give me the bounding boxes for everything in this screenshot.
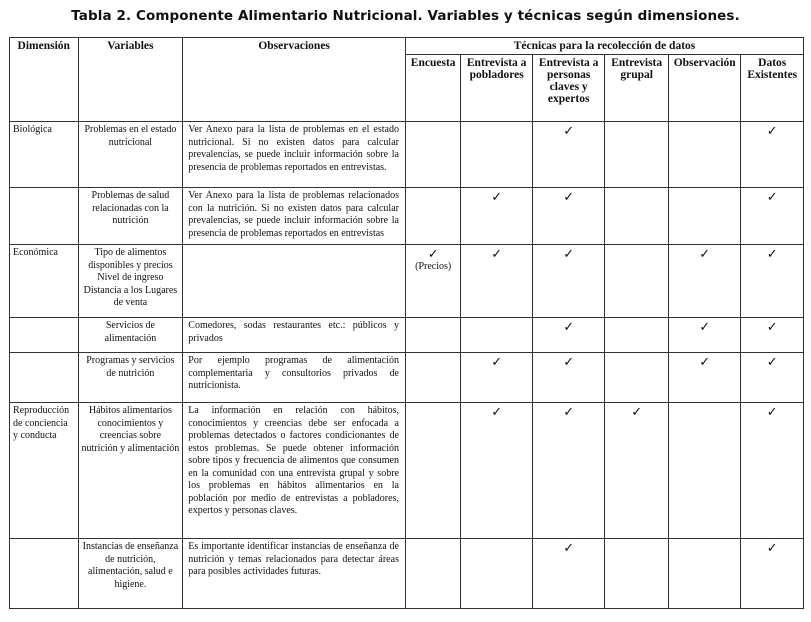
check-mark-icon: ✓	[766, 540, 778, 555]
cell-encuesta	[405, 188, 460, 245]
cell-entrevista-expertos	[532, 188, 605, 245]
header-observacion: Observación	[668, 55, 741, 122]
table-title: Tabla 2. Componente Alimentario Nutricional. Variables y técnicas según dimensiones.	[71, 8, 740, 24]
cell-observaciones: La información en relación con hábitos, conocimientos y creencias debe ser enfocada a problemas detectados o factores condicionantes de estos problemas. Se puede obtener información sobre tipos y frecuencia de alimentos que consumen en la comunidad con una entrevista grupal y sobre los problemas en hábitos alimentarios en la población por medio de entrevistas a pobladores, expertos y personas claves.	[183, 403, 406, 539]
check-mark-icon: ✓	[491, 189, 503, 204]
cell-variable: Programas y servicios de nutrición	[78, 353, 183, 403]
cell-datos-existentes	[741, 403, 804, 539]
check-mark-icon: ✓	[766, 189, 778, 204]
cell-datos-existentes	[741, 353, 804, 403]
cell-entrevista-grupal	[605, 245, 668, 318]
cell-encuesta	[405, 122, 460, 188]
cell-entrevista-grupal	[605, 122, 668, 188]
check-mark-icon: ✓	[699, 354, 711, 369]
check-mark-icon: ✓	[491, 246, 503, 261]
table-row	[10, 403, 804, 539]
cell-encuesta	[405, 403, 460, 539]
table-row	[10, 318, 804, 353]
header-tecnicas-group: Técnicas para la recolección de datos	[405, 38, 803, 55]
cell-encuesta	[405, 245, 460, 318]
cell-observaciones: Por ejemplo programas de alimentación complementaria y consultorios privados de nutricionista.	[183, 353, 406, 403]
cell-entrevista-pobladores	[461, 122, 533, 188]
cell-observacion	[668, 353, 741, 403]
cell-observacion	[668, 122, 741, 188]
header-entrevista-grupal: Entrevista grupal	[605, 55, 668, 122]
cell-variable: Hábitos alimentarios conocimientos y creencias sobre nutrición y alimentación	[78, 403, 183, 539]
cell-observacion	[668, 403, 741, 539]
cell-entrevista-pobladores	[461, 539, 533, 609]
check-mark-icon: ✓	[563, 354, 575, 369]
cell-entrevista-grupal	[605, 188, 668, 245]
cell-observacion	[668, 188, 741, 245]
check-mark-icon: ✓	[563, 319, 575, 334]
cell-dimension: Reproducción de conciencia y conducta	[10, 403, 79, 539]
check-mark-icon: ✓	[427, 246, 439, 261]
cell-variable: Instancias de enseñanza de nutrición, alimentación, salud e higiene.	[78, 539, 183, 609]
check-mark-icon: ✓	[631, 404, 643, 419]
cell-entrevista-pobladores	[461, 318, 533, 353]
cell-variable: Tipo de alimentos disponibles y precios Nivel de ingreso Distancia a los Lugares de venta	[78, 245, 183, 318]
check-mark-icon: ✓	[766, 319, 778, 334]
header-observaciones: Observaciones	[183, 38, 406, 122]
cell-entrevista-pobladores	[461, 403, 533, 539]
cell-datos-existentes	[741, 539, 804, 609]
table-row	[10, 353, 804, 403]
encuesta-note: (Precios)	[415, 261, 452, 272]
cell-datos-existentes	[741, 122, 804, 188]
cell-entrevista-expertos	[532, 318, 605, 353]
table-row	[10, 188, 804, 245]
cell-datos-existentes	[741, 318, 804, 353]
cell-entrevista-pobladores	[461, 245, 533, 318]
cell-entrevista-expertos	[532, 539, 605, 609]
check-mark-icon: ✓	[766, 404, 778, 419]
cell-entrevista-grupal	[605, 539, 668, 609]
cell-observaciones: Ver Anexo para la lista de problemas relacionados con la nutrición. Si no existen datos para calcular prevalencias, se puede incluir información sobre la presencia de problemas reportados en entrevistas	[183, 188, 406, 245]
header-encuesta: Encuesta	[405, 55, 460, 122]
check-mark-icon: ✓	[699, 319, 711, 334]
cell-variable: Servicios de alimentación	[78, 318, 183, 353]
check-mark-icon: ✓	[563, 123, 575, 138]
cell-entrevista-pobladores	[461, 188, 533, 245]
cell-dimension	[10, 318, 79, 353]
cell-entrevista-expertos	[532, 122, 605, 188]
cell-entrevista-expertos	[532, 353, 605, 403]
check-mark-icon: ✓	[766, 354, 778, 369]
cell-entrevista-grupal	[605, 403, 668, 539]
check-mark-icon: ✓	[699, 246, 711, 261]
cell-variable: Problemas en el estado nutricional	[78, 122, 183, 188]
check-mark-icon: ✓	[766, 246, 778, 261]
cell-entrevista-grupal	[605, 318, 668, 353]
cell-datos-existentes	[741, 245, 804, 318]
cell-dimension	[10, 353, 79, 403]
cell-dimension	[10, 188, 79, 245]
check-mark-icon: ✓	[491, 404, 503, 419]
check-mark-icon: ✓	[491, 354, 503, 369]
header-entrevista-pobladores: Entrevista a pobladores	[461, 55, 533, 122]
cell-encuesta	[405, 353, 460, 403]
cell-entrevista-grupal	[605, 353, 668, 403]
check-mark-icon: ✓	[563, 189, 575, 204]
table-row	[10, 245, 804, 318]
cell-entrevista-pobladores	[461, 353, 533, 403]
cell-entrevista-expertos	[532, 403, 605, 539]
cell-dimension: Económica	[10, 245, 79, 318]
cell-entrevista-expertos	[532, 245, 605, 318]
header-datos-existentes: Datos Existentes	[741, 55, 804, 122]
check-mark-icon: ✓	[766, 123, 778, 138]
data-table	[9, 37, 804, 609]
header-variables: Variables	[78, 38, 183, 122]
check-mark-icon: ✓	[563, 246, 575, 261]
cell-dimension	[10, 539, 79, 609]
cell-observaciones: Ver Anexo para la lista de problemas en el estado nutricional. Si no existen datos para calcular prevalencias, se puede incluir información sobre la presencia de problemas reportados en entrevistas.	[183, 122, 406, 188]
cell-encuesta	[405, 539, 460, 609]
cell-variable: Problemas de salud relacionadas con la nutrición	[78, 188, 183, 245]
cell-encuesta	[405, 318, 460, 353]
check-mark-icon: ✓	[563, 540, 575, 555]
cell-datos-existentes	[741, 188, 804, 245]
cell-observacion	[668, 539, 741, 609]
table-row	[10, 122, 804, 188]
cell-observaciones	[183, 245, 406, 318]
table-row	[10, 539, 804, 609]
cell-observaciones: Es importante identificar instancias de enseñanza de nutrición y temas relacionados para detectar áreas para posibles actividades futuras.	[183, 539, 406, 609]
cell-observaciones: Comedores, sodas restaurantes etc.: públicos y privados	[183, 318, 406, 353]
cell-observacion	[668, 318, 741, 353]
check-mark-icon: ✓	[563, 404, 575, 419]
cell-observacion	[668, 245, 741, 318]
header-entrevista-expertos: Entrevista a personas claves y expertos	[532, 55, 605, 122]
header-dimension: Dimensión	[10, 38, 79, 122]
cell-dimension: Biológica	[10, 122, 79, 188]
